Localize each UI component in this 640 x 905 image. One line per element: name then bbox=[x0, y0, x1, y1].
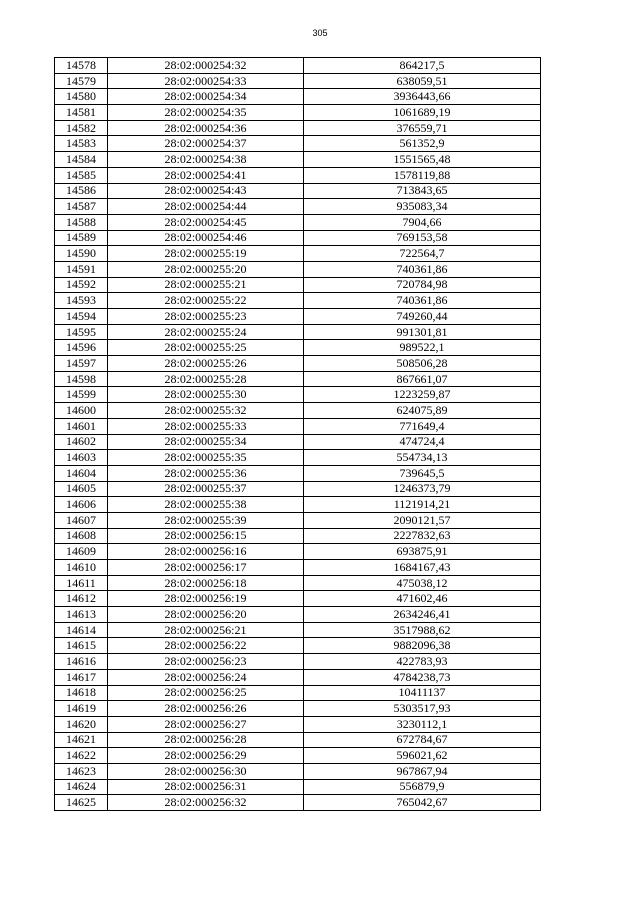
cadastral-value-cell: 508506,28 bbox=[304, 356, 541, 372]
table-row bbox=[55, 481, 541, 497]
cadastral-number-cell: 28:02:000256:26 bbox=[108, 701, 304, 717]
row-number-cell: 14588 bbox=[55, 214, 108, 230]
row-number-cell: 14604 bbox=[55, 465, 108, 481]
cadastral-value-cell: 771649,4 bbox=[304, 418, 541, 434]
cadastral-value-cell: 935083,34 bbox=[304, 199, 541, 215]
cadastral-number-cell: 28:02:000256:22 bbox=[108, 638, 304, 654]
table-row bbox=[55, 73, 541, 89]
cadastral-value-cell: 989522,1 bbox=[304, 340, 541, 356]
table-row bbox=[55, 167, 541, 183]
row-number-cell: 14580 bbox=[55, 89, 108, 105]
cadastral-value-cell: 991301,81 bbox=[304, 324, 541, 340]
table-row bbox=[55, 277, 541, 293]
table-row bbox=[55, 199, 541, 215]
cadastral-number-cell: 28:02:000255:34 bbox=[108, 434, 304, 450]
cadastral-value-cell: 2090121,57 bbox=[304, 512, 541, 528]
row-number-cell: 14581 bbox=[55, 105, 108, 121]
cadastral-number-cell: 28:02:000256:20 bbox=[108, 607, 304, 623]
cadastral-value-cell: 471602,46 bbox=[304, 591, 541, 607]
row-number-cell: 14593 bbox=[55, 293, 108, 309]
cadastral-value-cell: 561352,9 bbox=[304, 136, 541, 152]
row-number-cell: 14606 bbox=[55, 497, 108, 513]
cadastral-value-cell: 4784238,73 bbox=[304, 669, 541, 685]
cadastral-value-cell: 967867,94 bbox=[304, 763, 541, 779]
table-body bbox=[55, 58, 541, 811]
cadastral-number-cell: 28:02:000255:19 bbox=[108, 246, 304, 262]
table-row bbox=[55, 779, 541, 795]
cadastral-number-cell: 28:02:000255:24 bbox=[108, 324, 304, 340]
table-row bbox=[55, 716, 541, 732]
row-number-cell: 14624 bbox=[55, 779, 108, 795]
row-number-cell: 14591 bbox=[55, 261, 108, 277]
table-row bbox=[55, 371, 541, 387]
table-row bbox=[55, 763, 541, 779]
table-row bbox=[55, 246, 541, 262]
cadastral-number-cell: 28:02:000254:33 bbox=[108, 73, 304, 89]
table-row bbox=[55, 324, 541, 340]
cadastral-number-cell: 28:02:000256:31 bbox=[108, 779, 304, 795]
cadastral-number-cell: 28:02:000254:36 bbox=[108, 120, 304, 136]
cadastral-value-cell: 1061689,19 bbox=[304, 105, 541, 121]
row-number-cell: 14613 bbox=[55, 607, 108, 623]
table-row bbox=[55, 183, 541, 199]
table-row bbox=[55, 528, 541, 544]
cadastral-number-cell: 28:02:000255:37 bbox=[108, 481, 304, 497]
table-row bbox=[55, 575, 541, 591]
row-number-cell: 14609 bbox=[55, 544, 108, 560]
cadastral-value-cell: 1551565,48 bbox=[304, 152, 541, 168]
cadastral-value-cell: 864217,5 bbox=[304, 58, 541, 74]
cadastral-value-cell: 5303517,93 bbox=[304, 701, 541, 717]
cadastral-number-cell: 28:02:000254:38 bbox=[108, 152, 304, 168]
table-row bbox=[55, 309, 541, 325]
row-number-cell: 14625 bbox=[55, 795, 108, 811]
row-number-cell: 14616 bbox=[55, 654, 108, 670]
cadastral-value-cell: 376559,71 bbox=[304, 120, 541, 136]
table-row bbox=[55, 230, 541, 246]
cadastral-value-cell: 3230112,1 bbox=[304, 716, 541, 732]
cadastral-number-cell: 28:02:000255:30 bbox=[108, 387, 304, 403]
row-number-cell: 14578 bbox=[55, 58, 108, 74]
table-row bbox=[55, 105, 541, 121]
cadastral-number-cell: 28:02:000256:18 bbox=[108, 575, 304, 591]
table-row bbox=[55, 497, 541, 513]
row-number-cell: 14607 bbox=[55, 512, 108, 528]
cadastral-number-cell: 28:02:000256:24 bbox=[108, 669, 304, 685]
row-number-cell: 14619 bbox=[55, 701, 108, 717]
table-row bbox=[55, 340, 541, 356]
cadastral-number-cell: 28:02:000255:38 bbox=[108, 497, 304, 513]
table-row bbox=[55, 450, 541, 466]
cadastral-value-cell: 740361,86 bbox=[304, 293, 541, 309]
table-row bbox=[55, 732, 541, 748]
row-number-cell: 14585 bbox=[55, 167, 108, 183]
cadastral-number-cell: 28:02:000254:44 bbox=[108, 199, 304, 215]
row-number-cell: 14592 bbox=[55, 277, 108, 293]
cadastral-number-cell: 28:02:000255:32 bbox=[108, 403, 304, 419]
row-number-cell: 14599 bbox=[55, 387, 108, 403]
cadastral-value-cell: 1121914,21 bbox=[304, 497, 541, 513]
cadastral-value-cell: 3936443,66 bbox=[304, 89, 541, 105]
cadastral-value-cell: 1223259,87 bbox=[304, 387, 541, 403]
cadastral-value-cell: 475038,12 bbox=[304, 575, 541, 591]
row-number-cell: 14614 bbox=[55, 622, 108, 638]
row-number-cell: 14586 bbox=[55, 183, 108, 199]
row-number-cell: 14602 bbox=[55, 434, 108, 450]
row-number-cell: 14584 bbox=[55, 152, 108, 168]
cadastral-number-cell: 28:02:000256:17 bbox=[108, 560, 304, 576]
table-row bbox=[55, 465, 541, 481]
cadastral-value-cell: 693875,91 bbox=[304, 544, 541, 560]
row-number-cell: 14601 bbox=[55, 418, 108, 434]
row-number-cell: 14596 bbox=[55, 340, 108, 356]
cadastral-number-cell: 28:02:000256:27 bbox=[108, 716, 304, 732]
table-row bbox=[55, 622, 541, 638]
cadastral-value-table bbox=[54, 57, 541, 811]
cadastral-value-cell: 740361,86 bbox=[304, 261, 541, 277]
cadastral-number-cell: 28:02:000255:39 bbox=[108, 512, 304, 528]
table-row bbox=[55, 701, 541, 717]
table-row bbox=[55, 387, 541, 403]
cadastral-value-cell: 624075,89 bbox=[304, 403, 541, 419]
table-row bbox=[55, 544, 541, 560]
cadastral-value-cell: 9882096,38 bbox=[304, 638, 541, 654]
cadastral-number-cell: 28:02:000256:29 bbox=[108, 748, 304, 764]
cadastral-number-cell: 28:02:000255:20 bbox=[108, 261, 304, 277]
cadastral-number-cell: 28:02:000255:25 bbox=[108, 340, 304, 356]
table-row bbox=[55, 654, 541, 670]
cadastral-number-cell: 28:02:000254:43 bbox=[108, 183, 304, 199]
cadastral-value-cell: 2227832,63 bbox=[304, 528, 541, 544]
row-number-cell: 14620 bbox=[55, 716, 108, 732]
cadastral-value-cell: 10411137 bbox=[304, 685, 541, 701]
row-number-cell: 14605 bbox=[55, 481, 108, 497]
table-row bbox=[55, 560, 541, 576]
row-number-cell: 14617 bbox=[55, 669, 108, 685]
row-number-cell: 14618 bbox=[55, 685, 108, 701]
page-number: 305 bbox=[312, 28, 328, 38]
row-number-cell: 14582 bbox=[55, 120, 108, 136]
cadastral-value-cell: 474724,4 bbox=[304, 434, 541, 450]
table-row bbox=[55, 669, 541, 685]
table-row bbox=[55, 403, 541, 419]
cadastral-value-cell: 1578119,88 bbox=[304, 167, 541, 183]
table-row bbox=[55, 261, 541, 277]
row-number-cell: 14590 bbox=[55, 246, 108, 262]
table-row bbox=[55, 136, 541, 152]
row-number-cell: 14608 bbox=[55, 528, 108, 544]
table-row bbox=[55, 293, 541, 309]
cadastral-number-cell: 28:02:000254:35 bbox=[108, 105, 304, 121]
cadastral-value-cell: 672784,67 bbox=[304, 732, 541, 748]
row-number-cell: 14583 bbox=[55, 136, 108, 152]
cadastral-number-cell: 28:02:000255:26 bbox=[108, 356, 304, 372]
table-row bbox=[55, 356, 541, 372]
cadastral-number-cell: 28:02:000254:37 bbox=[108, 136, 304, 152]
row-number-cell: 14623 bbox=[55, 763, 108, 779]
table-row bbox=[55, 89, 541, 105]
row-number-cell: 14621 bbox=[55, 732, 108, 748]
cadastral-number-cell: 28:02:000255:35 bbox=[108, 450, 304, 466]
row-number-cell: 14603 bbox=[55, 450, 108, 466]
row-number-cell: 14595 bbox=[55, 324, 108, 340]
row-number-cell: 14612 bbox=[55, 591, 108, 607]
row-number-cell: 14587 bbox=[55, 199, 108, 215]
cadastral-number-cell: 28:02:000256:25 bbox=[108, 685, 304, 701]
cadastral-value-cell: 556879,9 bbox=[304, 779, 541, 795]
row-number-cell: 14579 bbox=[55, 73, 108, 89]
row-number-cell: 14610 bbox=[55, 560, 108, 576]
table-row bbox=[55, 434, 541, 450]
cadastral-value-cell: 722564,7 bbox=[304, 246, 541, 262]
row-number-cell: 14598 bbox=[55, 371, 108, 387]
table-row bbox=[55, 120, 541, 136]
cadastral-number-cell: 28:02:000255:23 bbox=[108, 309, 304, 325]
cadastral-value-cell: 422783,93 bbox=[304, 654, 541, 670]
cadastral-number-cell: 28:02:000254:46 bbox=[108, 230, 304, 246]
cadastral-value-cell: 1246373,79 bbox=[304, 481, 541, 497]
cadastral-value-cell: 739645,5 bbox=[304, 465, 541, 481]
table-row bbox=[55, 214, 541, 230]
cadastral-number-cell: 28:02:000256:32 bbox=[108, 795, 304, 811]
cadastral-number-cell: 28:02:000255:21 bbox=[108, 277, 304, 293]
cadastral-value-cell: 867661,07 bbox=[304, 371, 541, 387]
cadastral-value-cell: 749260,44 bbox=[304, 309, 541, 325]
cadastral-value-cell: 720784,98 bbox=[304, 277, 541, 293]
cadastral-value-cell: 713843,65 bbox=[304, 183, 541, 199]
cadastral-number-cell: 28:02:000254:34 bbox=[108, 89, 304, 105]
table-row bbox=[55, 795, 541, 811]
row-number-cell: 14589 bbox=[55, 230, 108, 246]
table-row bbox=[55, 685, 541, 701]
cadastral-value-cell: 1684167,43 bbox=[304, 560, 541, 576]
row-number-cell: 14615 bbox=[55, 638, 108, 654]
cadastral-number-cell: 28:02:000255:22 bbox=[108, 293, 304, 309]
cadastral-value-cell: 638059,51 bbox=[304, 73, 541, 89]
cadastral-number-cell: 28:02:000254:32 bbox=[108, 58, 304, 74]
cadastral-number-cell: 28:02:000256:19 bbox=[108, 591, 304, 607]
cadastral-number-cell: 28:02:000254:41 bbox=[108, 167, 304, 183]
row-number-cell: 14611 bbox=[55, 575, 108, 591]
table-row bbox=[55, 638, 541, 654]
row-number-cell: 14597 bbox=[55, 356, 108, 372]
cadastral-number-cell: 28:02:000254:45 bbox=[108, 214, 304, 230]
cadastral-number-cell: 28:02:000256:16 bbox=[108, 544, 304, 560]
row-number-cell: 14594 bbox=[55, 309, 108, 325]
row-number-cell: 14600 bbox=[55, 403, 108, 419]
table-row bbox=[55, 152, 541, 168]
cadastral-number-cell: 28:02:000256:21 bbox=[108, 622, 304, 638]
table-row bbox=[55, 748, 541, 764]
cadastral-number-cell: 28:02:000256:28 bbox=[108, 732, 304, 748]
cadastral-number-cell: 28:02:000255:36 bbox=[108, 465, 304, 481]
cadastral-number-cell: 28:02:000255:28 bbox=[108, 371, 304, 387]
table-row bbox=[55, 58, 541, 74]
cadastral-value-cell: 596021,62 bbox=[304, 748, 541, 764]
cadastral-number-cell: 28:02:000256:23 bbox=[108, 654, 304, 670]
cadastral-number-cell: 28:02:000256:30 bbox=[108, 763, 304, 779]
cadastral-value-cell: 7904,66 bbox=[304, 214, 541, 230]
row-number-cell: 14622 bbox=[55, 748, 108, 764]
table-row bbox=[55, 512, 541, 528]
cadastral-value-cell: 554734,13 bbox=[304, 450, 541, 466]
table-row bbox=[55, 591, 541, 607]
cadastral-number-cell: 28:02:000255:33 bbox=[108, 418, 304, 434]
table-row bbox=[55, 418, 541, 434]
cadastral-value-cell: 3517988,62 bbox=[304, 622, 541, 638]
cadastral-value-cell: 2634246,41 bbox=[304, 607, 541, 623]
table-row bbox=[55, 607, 541, 623]
cadastral-value-cell: 765042,67 bbox=[304, 795, 541, 811]
cadastral-value-cell: 769153,58 bbox=[304, 230, 541, 246]
cadastral-number-cell: 28:02:000256:15 bbox=[108, 528, 304, 544]
